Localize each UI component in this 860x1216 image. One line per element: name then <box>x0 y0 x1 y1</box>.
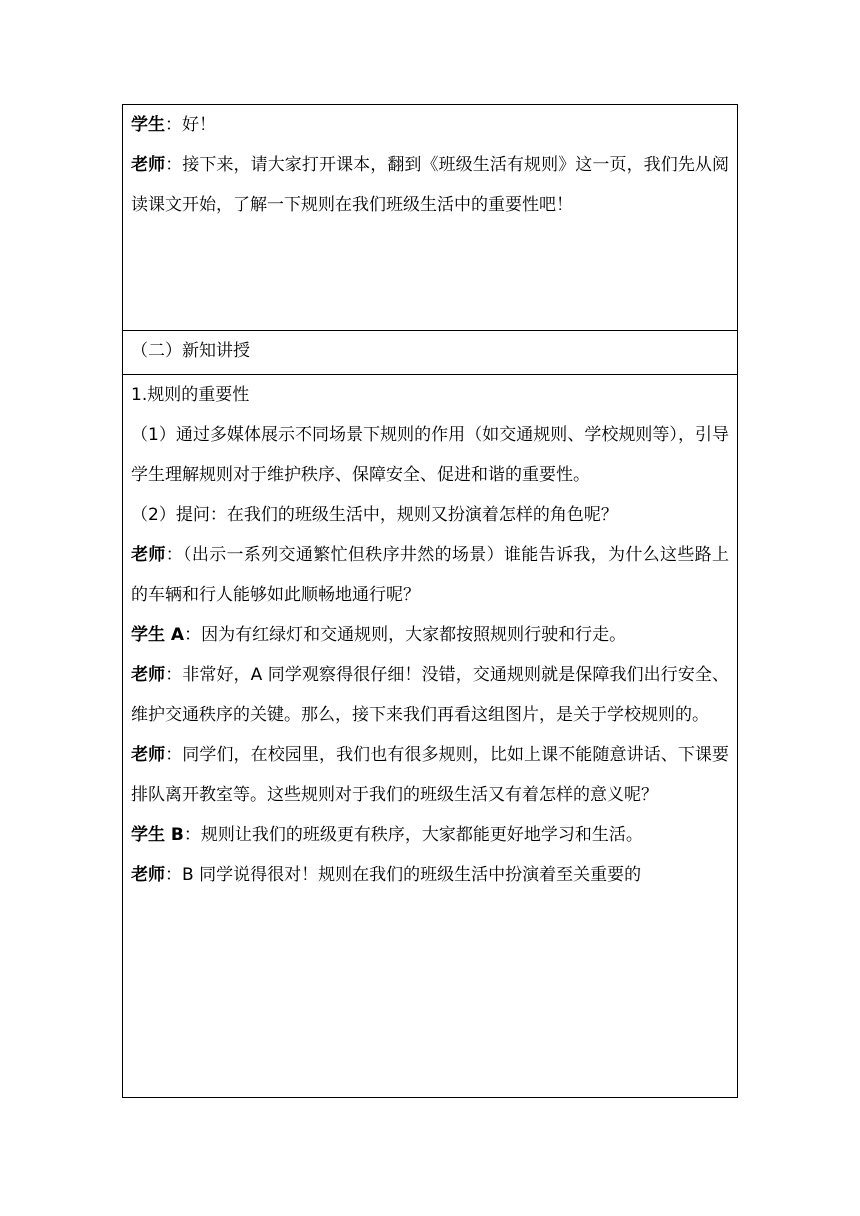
body-cell <box>123 375 738 1098</box>
intro-cell <box>123 105 738 331</box>
body-row <box>123 375 738 1098</box>
intro-row <box>123 105 738 331</box>
section-heading: （二）新知讲授 <box>123 331 738 375</box>
dialogue-line <box>131 615 729 655</box>
dialogue-text: ：（出示一系列交通繁忙但秩序井然的场景）谁能告诉我，为什么这些路上的车辆和行人能够如此顺畅地通行呢？ <box>131 545 730 605</box>
dialogue-text: ：非常好，A 同学观察得很仔细！没错，交通规则就是保障我们出行安全、维护交通秩序的关键。那么，接下来我们再看这组图片，是关于学校规则的。 <box>131 665 729 725</box>
dialogue-line <box>131 535 729 615</box>
point-2: （2）提问：在我们的班级生活中，规则又扮演着怎样的角色呢？ <box>131 505 618 525</box>
speaker-label: 老师 <box>131 155 166 175</box>
lesson-table <box>122 104 738 1098</box>
speaker-label: 学生 <box>131 115 165 135</box>
dialogue-text: ：规则让我们的班级更有秩序，大家都能更好地学习和生活。 <box>183 825 643 845</box>
speaker-label: 老师 <box>131 545 166 565</box>
dialogue-text: ：好！ <box>165 115 216 135</box>
speaker-label: 老师 <box>131 665 166 685</box>
speaker-label: 学生 A <box>131 625 185 645</box>
point-1: （1）通过多媒体展示不同场景下规则的作用（如交通规则、学校规则等），引导学生理解规则对于维护秩序、保障安全、促进和谐的重要性。 <box>131 425 729 485</box>
speaker-label: 老师 <box>131 865 165 885</box>
dialogue-line <box>131 855 729 895</box>
dialogue-line <box>131 815 729 855</box>
speaker-label: 学生 B <box>131 825 184 845</box>
dialogue-text: ：B 同学说得很对！规则在我们的班级生活中扮演着至关重要的 <box>165 865 642 885</box>
dialogue-text: ：接下来，请大家打开课本，翻到《班级生活有规则》这一页，我们先从阅读课文开始，了解一下规则在我们班级生活中的重要性吧！ <box>131 155 730 215</box>
dialogue-line <box>131 145 729 225</box>
dialogue-text: ：因为有红绿灯和交通规则，大家都按照规则行驶和行走。 <box>184 625 627 645</box>
dialogue-line <box>131 655 729 735</box>
speaker-label: 老师 <box>131 745 166 765</box>
dialogue-text: ：同学们，在校园里，我们也有很多规则，比如上课不能随意讲话、下课要排队离开教室等。这些规则对于我们的班级生活又有着怎样的意义呢？ <box>131 745 730 805</box>
dialogue-line <box>131 105 729 145</box>
heading-row <box>123 331 738 375</box>
body-title: 1.规则的重要性 <box>131 385 250 405</box>
dialogue-line <box>131 735 729 815</box>
